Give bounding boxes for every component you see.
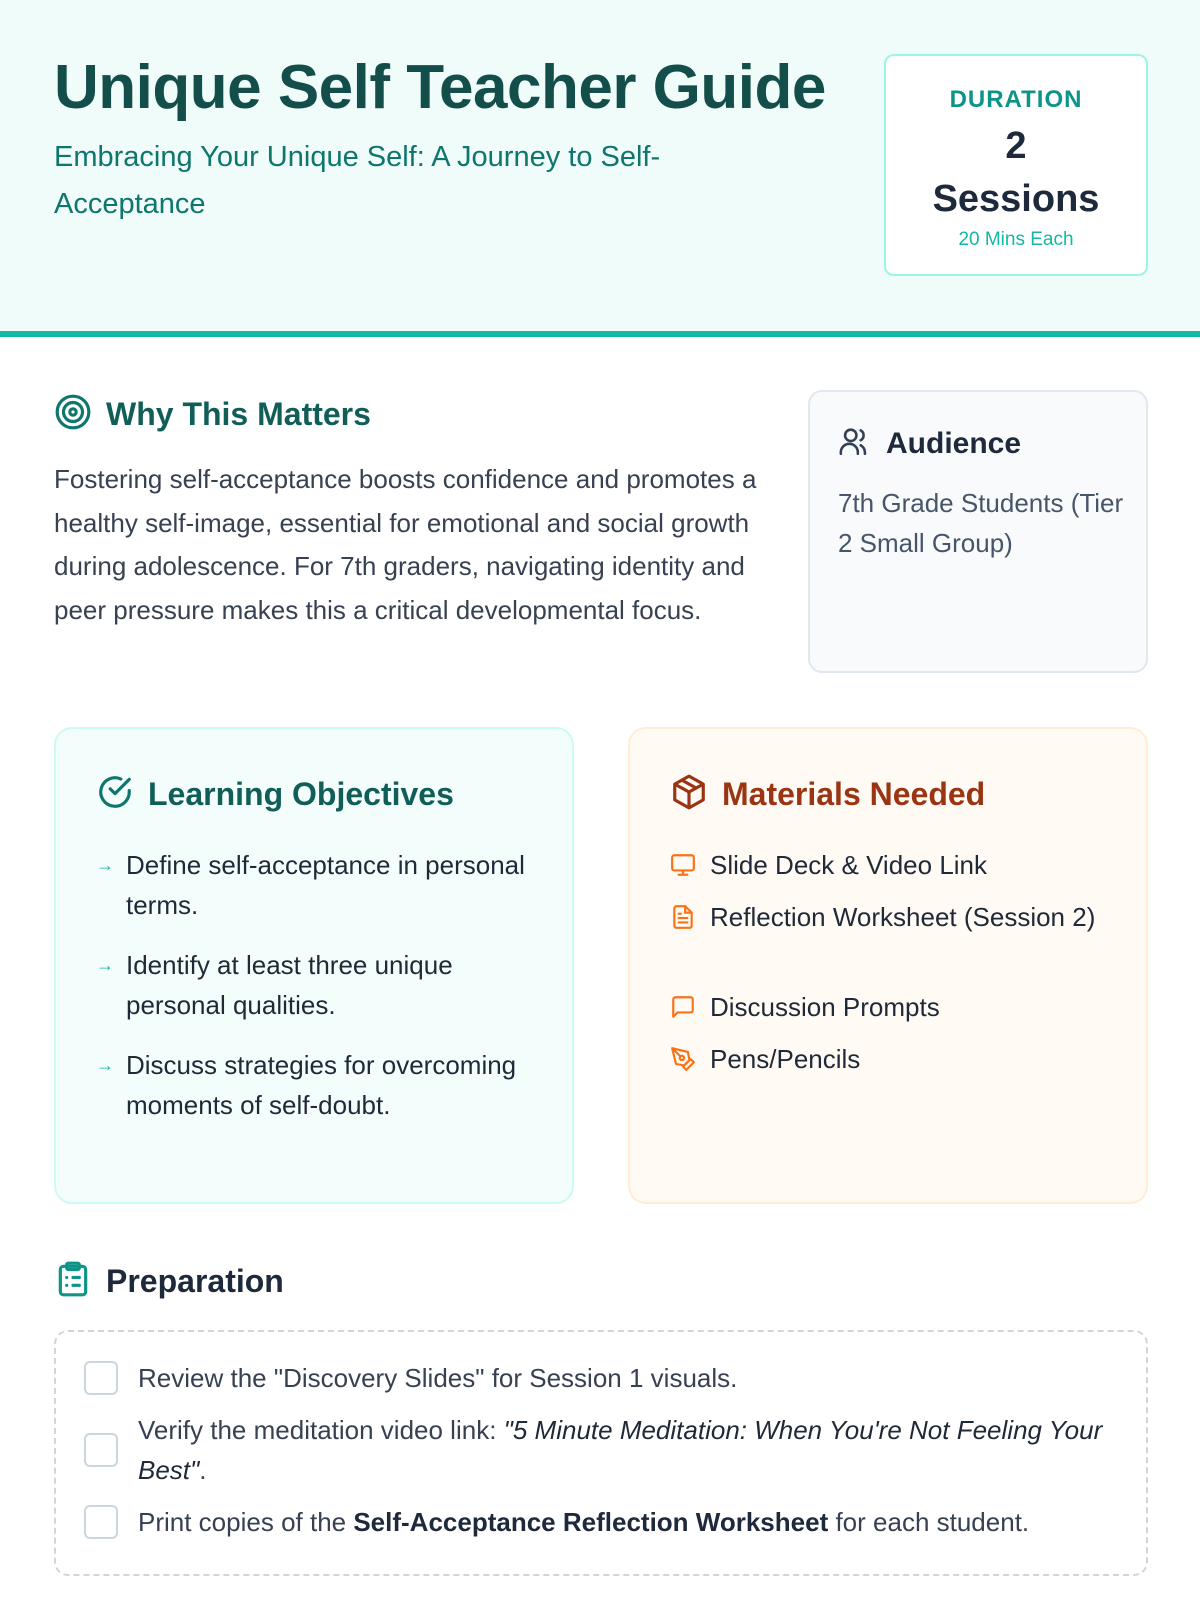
pen-tool-icon <box>670 1046 710 1072</box>
why-text: Fostering self-acceptance boosts confidence and promotes a healthy self-image, essential for emotional and social growth during adolescence. For 7th graders, navigating identity and peer pressure makes this a critical developmental focus. <box>54 464 757 625</box>
arrow-right-icon: → <box>96 1055 114 1075</box>
monitor-icon <box>670 852 710 878</box>
duration-card <box>884 54 1148 276</box>
objectives-card <box>54 727 574 1204</box>
message-square-icon <box>670 994 710 1020</box>
duration-unit: Sessions <box>932 178 1100 220</box>
package-icon <box>670 773 708 816</box>
preparation-heading-label: Preparation <box>106 1263 284 1299</box>
users-icon <box>838 424 872 463</box>
clipboard-list-icon <box>54 1260 92 1303</box>
target-icon <box>54 393 92 436</box>
why-heading-label: Why This Matters <box>106 396 371 432</box>
objectives-heading: Learning Objectives <box>148 776 454 812</box>
list-item: Slide Deck & Video Link <box>670 845 1110 885</box>
preparation-checklist <box>54 1330 1148 1576</box>
header <box>0 0 1200 337</box>
arrow-right-icon: → <box>96 855 114 875</box>
page-title: Unique Self Teacher Guide <box>54 53 826 122</box>
materials-heading: Materials Needed <box>722 776 986 812</box>
checklist-item: Verify the meditation video link: "5 Minute Meditation: When You're Not Feeling Your Best". <box>84 1410 1124 1490</box>
audience-card <box>808 390 1148 673</box>
audience-text: 7th Grade Students (Tier 2 Small Group) <box>838 488 1124 558</box>
checkbox[interactable] <box>84 1433 118 1467</box>
page-subtitle: Embracing Your Unique Self: A Journey to Self-Acceptance <box>54 141 661 220</box>
list-item: → Define self-acceptance in personal terms. <box>96 845 536 925</box>
checkbox[interactable] <box>84 1361 118 1395</box>
list-item: Reflection Worksheet (Session 2) <box>670 897 1110 937</box>
file-text-icon <box>670 904 710 930</box>
checklist-item: Print copies of the Self-Acceptance Reflection Worksheet for each student. <box>84 1502 1124 1542</box>
preparation-heading <box>54 1260 284 1303</box>
why-heading <box>54 393 371 436</box>
list-item: → Identify at least three unique personal qualities. <box>96 945 536 1025</box>
checkbox[interactable] <box>84 1505 118 1539</box>
list-item: Pens/Pencils <box>670 1039 1110 1079</box>
audience-heading: Audience <box>886 426 1022 460</box>
check-circle-icon <box>96 773 134 816</box>
duration-detail: 20 Mins Each <box>958 229 1074 250</box>
list-item: → Discuss strategies for overcoming moments of self-doubt. <box>96 1045 536 1125</box>
duration-count: 2 <box>1005 125 1027 167</box>
list-item: Discussion Prompts <box>670 987 1110 1027</box>
checklist-item: Review the "Discovery Slides" for Session 1 visuals. <box>84 1358 1124 1398</box>
materials-card <box>628 727 1148 1204</box>
duration-label: DURATION <box>949 86 1083 113</box>
arrow-right-icon: → <box>96 955 114 975</box>
